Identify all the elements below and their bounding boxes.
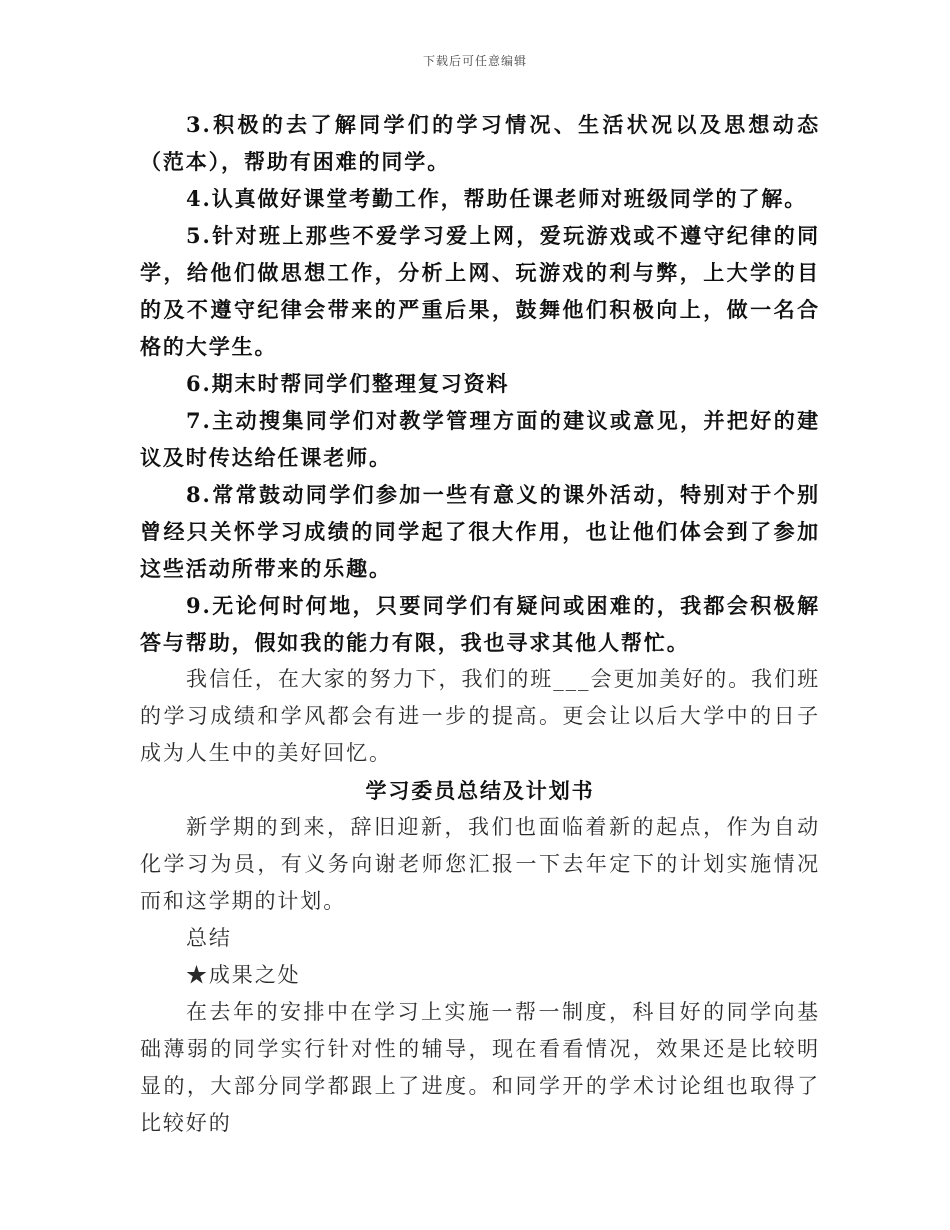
document-body: [140, 106, 820, 1142]
list-item-4: [140, 180, 820, 217]
list-item-8: [140, 476, 820, 587]
closing-paragraph: 我信任，在大家的努力下，我们的班___会更加美好的。我们班的学习成绩和学风都会有进一步的提高。更会让以后大学中的日子成为人生中的美好回忆。: [140, 667, 820, 765]
list-item-number: 5.: [186, 223, 212, 248]
list-item-9: [140, 587, 820, 661]
list-item-text: 认真做好课堂考勤工作，帮助任课老师对班级同学的了解。: [211, 186, 808, 211]
list-item-number: 7.: [186, 408, 212, 433]
intro-paragraph: 新学期的到来，辞旧迎新，我们也面临着新的起点，作为自动化学习为员，有义务向谢老师您汇报一下去年定下的计划实施情况而和这学期的计划。: [140, 815, 820, 913]
list-item-5: [140, 217, 820, 365]
achievement-heading: ★成果之处: [186, 963, 301, 987]
list-item-text: 期末时帮同学们整理复习资料: [211, 371, 510, 396]
summary-heading: 总结: [186, 926, 232, 950]
list-item-number: 6.: [186, 371, 212, 396]
list-item-text: 无论何时何地，只要同学们有疑问或困难的，我都会积极解答与帮助，假如我的能力有限，我也寻求其他人帮忙。: [140, 593, 820, 655]
achievement-paragraph: 在去年的安排中在学习上实施一帮一制度，科目好的同学向基础薄弱的同学实行针对性的辅导，现在看看情况，效果还是比较明显的，大部分同学都跟上了进度。和同学开的学术讨论组也取得了比较好的: [140, 1000, 820, 1135]
list-item-text: 常常鼓动同学们参加一些有意义的课外活动，特别对于个别曾经只关怀学习成绩的同学起了很大作用，也让他们体会到了参加这些活动所带来的乐趣。: [140, 482, 820, 581]
list-item-number: 9.: [186, 593, 212, 618]
list-item-number: 4.: [186, 186, 212, 211]
list-item-text: 主动搜集同学们对教学管理方面的建议或意见，并把好的建议及时传达给任课老师。: [140, 408, 820, 470]
list-item-7: [140, 402, 820, 476]
list-item-3: [140, 106, 820, 180]
page-header: 下载后可任意编辑: [422, 54, 527, 68]
list-item-text: 针对班上那些不爱学习爱上网，爱玩游戏或不遵守纪律的同学，给他们做思想工作，分析上网、玩游戏的利与弊，上大学的目的及不遵守纪律会带来的严重后果，鼓舞他们积极向上，做一名合格的大学生。: [140, 223, 820, 359]
list-item-number: 3.: [186, 112, 212, 137]
list-item-text: 积极的去了解同学们的学习情况、生活状况以及思想动态（范本），帮助有困难的同学。: [140, 112, 820, 174]
list-item-6: [140, 365, 820, 402]
list-item-number: 8.: [186, 482, 212, 507]
section-title: 学习委员总结及计划书: [365, 778, 595, 803]
